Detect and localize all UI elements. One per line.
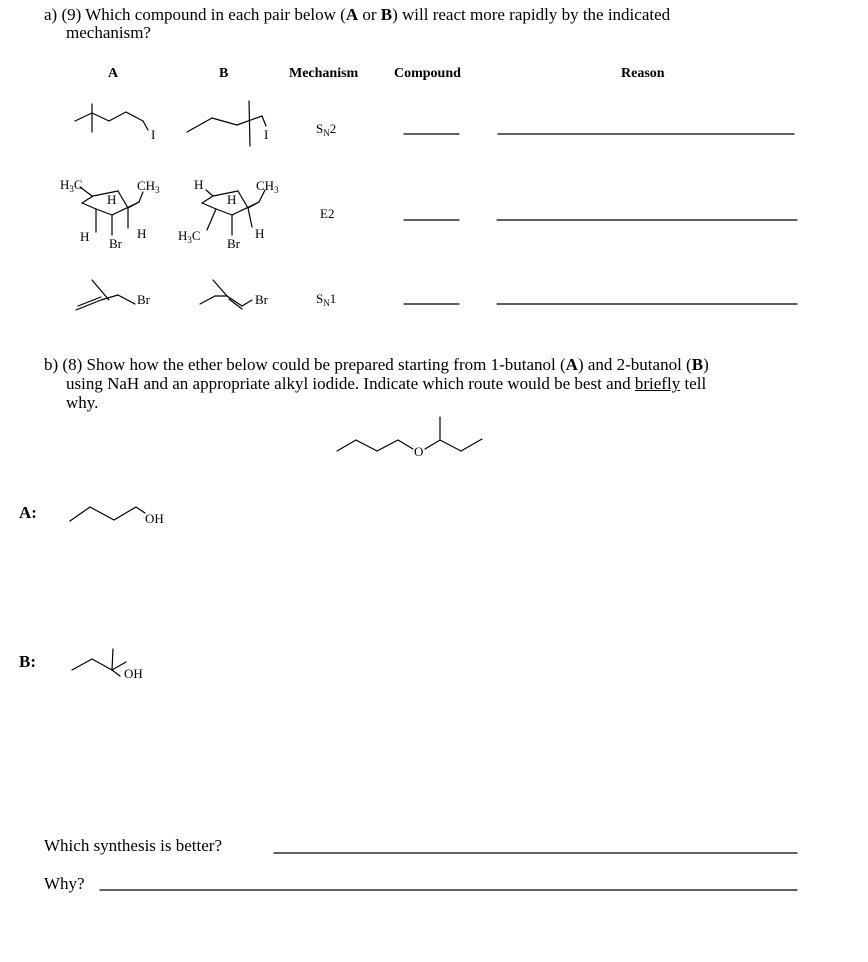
row2-mechanism: E2 (320, 206, 335, 221)
row1-mechanism: $S_N2$ (316, 121, 337, 138)
row2-a-axial-h-label: H (107, 192, 117, 207)
row1-a-iodine-label: I (151, 127, 156, 142)
row2-a-h-right-label: H (137, 226, 147, 241)
question-b-line3: why. (66, 393, 99, 412)
row1-compound-a-skeleton (75, 104, 148, 132)
row2-b-h-top-label: H (194, 177, 204, 192)
route-a-1-butanol-skeleton (70, 507, 145, 521)
target-ether-skeleton (337, 417, 482, 451)
row3-compound-b-skeleton (200, 280, 252, 309)
row2-b-br-label: Br (227, 236, 240, 251)
route-a-oh-label: OH (145, 511, 164, 526)
row3-b-br-label: Br (255, 292, 268, 307)
row3-compound-a-skeleton (76, 280, 135, 310)
row2-a-ch3-label: $CH_3$ (137, 178, 160, 195)
which-synthesis-prompt: Which synthesis is better? (44, 836, 222, 855)
header-a: A (108, 66, 119, 81)
question-b-line2: using NaH and an appropriate alkyl iodide. Indicate which route would be best and briefly tell (66, 374, 707, 393)
header-reason: Reason (621, 66, 665, 81)
row2-a-h3c-label: $H_3C$ (60, 177, 83, 194)
row1-b-iodine-label: I (264, 127, 269, 142)
row2-b-h3c-label: $H_3C$ (178, 228, 201, 245)
route-b-oh-label: OH (124, 666, 143, 681)
question-b-line1: b) (8) Show how the ether below could be prepared starting from 1-butanol (A) and 2-butanol (B) (44, 355, 709, 374)
why-prompt: Why? (44, 874, 85, 893)
route-a-label: A: (19, 503, 37, 522)
briefly-underlined: briefly (634, 374, 681, 393)
header-compound: Compound (394, 66, 461, 81)
route-b-label: B: (19, 652, 36, 671)
row3-a-br-label: Br (137, 292, 150, 307)
header-b: B (219, 66, 229, 81)
ether-oxygen-label: O (414, 444, 424, 459)
row1-compound-b-skeleton (187, 101, 269, 146)
question-a-line2: mechanism? (66, 23, 151, 42)
row2-b-ch3-label: $CH_3$ (256, 178, 279, 195)
row2-a-h-left-label: H (80, 229, 90, 244)
row2-b-h-right-label: H (255, 226, 265, 241)
route-b-2-butanol-skeleton (72, 649, 126, 676)
question-a-line1: a) (9) Which compound in each pair below (A or B) will react more rapidly by the indicated (44, 5, 671, 24)
row2-b-axial-h-label: H (227, 192, 237, 207)
header-mechanism: Mechanism (289, 66, 359, 81)
row3-mechanism: $S_N1$ (316, 291, 337, 308)
row2-a-br-label: Br (109, 236, 122, 251)
